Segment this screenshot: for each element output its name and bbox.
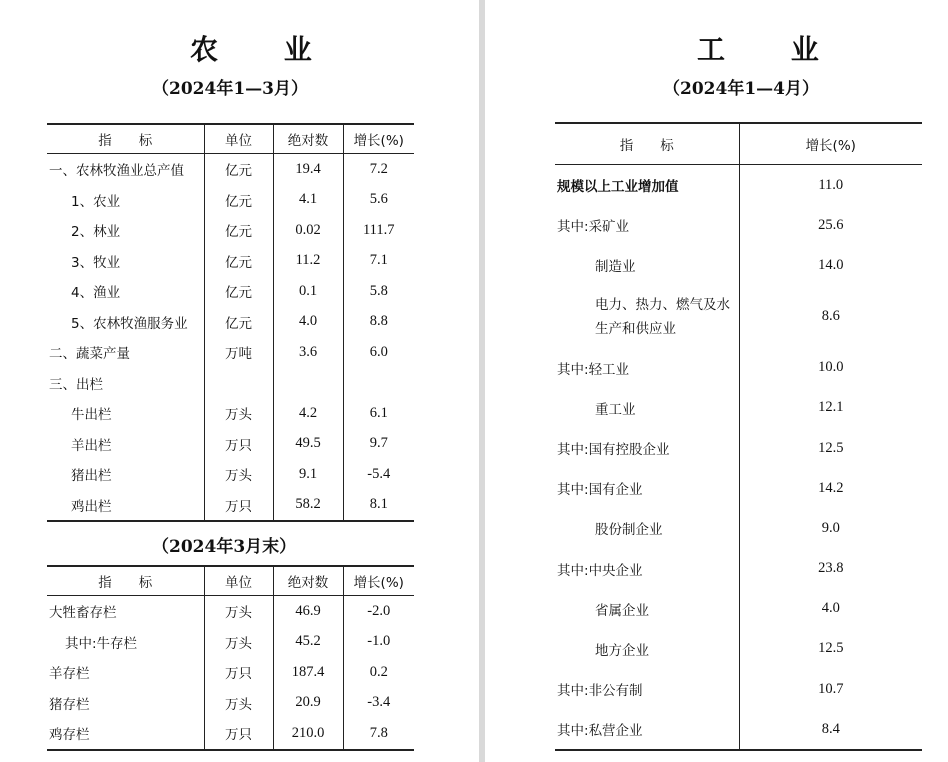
row-name: 羊出栏 <box>71 437 112 454</box>
table-row <box>47 185 414 216</box>
row-growth: 0.2 <box>343 657 414 688</box>
table-header-row <box>47 124 414 154</box>
row-unit: 万只 <box>204 429 273 460</box>
table-header-row <box>47 566 414 596</box>
table-row <box>555 549 922 589</box>
row-value <box>273 368 343 399</box>
row-growth: 12.1 <box>739 388 922 428</box>
header-growth: 增长(%) <box>739 123 922 165</box>
row-unit: 万头 <box>204 688 273 719</box>
table-row <box>47 215 414 246</box>
row-name: 猪出栏 <box>71 468 112 485</box>
row-unit: 亿元 <box>204 307 273 338</box>
row-prefix: 其中: <box>557 442 589 459</box>
row-name: 中央企业 <box>588 562 643 579</box>
agriculture-title: 农 业 <box>190 33 340 66</box>
table-row <box>555 508 922 548</box>
row-unit <box>204 368 273 399</box>
row-growth: 4.0 <box>739 589 922 629</box>
row-growth: -1.0 <box>343 627 414 658</box>
row-unit: 亿元 <box>204 215 273 246</box>
table-row <box>47 398 414 429</box>
row-unit: 万头 <box>204 596 273 627</box>
table-row <box>555 205 922 245</box>
row-prefix: 其中: <box>557 219 589 236</box>
table-row <box>47 718 414 750</box>
table-row <box>47 368 414 399</box>
row-value: 210.0 <box>273 718 343 750</box>
row-name: 股份制企业 <box>595 522 663 539</box>
row-growth: 7.2 <box>343 154 414 185</box>
row-unit: 万只 <box>204 657 273 688</box>
row-name: 2、林业 <box>71 224 121 241</box>
table-row <box>555 165 922 206</box>
row-unit: 亿元 <box>204 276 273 307</box>
row-name: 国有企业 <box>588 482 643 499</box>
livestock-table <box>47 565 414 751</box>
row-unit: 万头 <box>204 627 273 658</box>
row-name: 私营企业 <box>588 723 643 740</box>
row-name: 规模以上工业增加值 <box>557 179 679 196</box>
row-name: 制造业 <box>595 259 636 276</box>
table-row <box>555 428 922 468</box>
agriculture-period-2: （2024年3月末） <box>152 537 297 557</box>
row-growth: 8.4 <box>739 709 922 750</box>
row-value: 20.9 <box>273 688 343 719</box>
row-growth: 11.0 <box>739 165 922 206</box>
industry-period: （2024年1—4月） <box>663 79 819 99</box>
row-growth: 7.8 <box>343 718 414 750</box>
table-row <box>555 468 922 508</box>
row-growth: 8.1 <box>343 490 414 522</box>
row-growth: 8.6 <box>739 286 922 348</box>
row-value: 11.2 <box>273 246 343 277</box>
row-growth: 12.5 <box>739 428 922 468</box>
row-name-line2: 生产和供应业 <box>595 320 676 337</box>
row-growth: 12.5 <box>739 629 922 669</box>
row-name: 鸡存栏 <box>47 718 204 750</box>
header-unit: 单位 <box>204 566 273 596</box>
header-indicator: 指 标 <box>555 123 739 165</box>
row-growth: 10.7 <box>739 669 922 709</box>
table-row <box>47 307 414 338</box>
table-row <box>555 629 922 669</box>
row-prefix: 其中: <box>557 562 589 579</box>
row-unit: 亿元 <box>204 185 273 216</box>
row-value: 0.1 <box>273 276 343 307</box>
table-row <box>47 429 414 460</box>
row-name: 羊存栏 <box>49 666 90 683</box>
row-value: 19.4 <box>273 154 343 185</box>
row-growth: 25.6 <box>739 205 922 245</box>
row-growth: -5.4 <box>343 459 414 490</box>
row-growth: -3.4 <box>343 688 414 719</box>
row-prefix: 其中: <box>557 361 589 378</box>
row-name: 4、渔业 <box>71 285 121 302</box>
row-name: 三、出栏 <box>49 376 103 393</box>
industry-table <box>555 122 922 751</box>
row-unit: 万头 <box>204 398 273 429</box>
header-indicator: 指 标 <box>47 566 204 596</box>
table-row <box>47 688 414 719</box>
row-growth: 10.0 <box>739 348 922 388</box>
row-name: 一、农林牧渔业总产值 <box>49 163 184 180</box>
header-absolute: 绝对数 <box>273 124 343 154</box>
table-row <box>47 246 414 277</box>
row-name: 5、农林牧渔服务业 <box>71 315 188 332</box>
row-name: 二、蔬菜产量 <box>49 346 130 363</box>
table-row <box>47 459 414 490</box>
header-unit: 单位 <box>204 124 273 154</box>
row-growth: 7.1 <box>343 246 414 277</box>
table-row <box>47 627 414 658</box>
table-row <box>47 276 414 307</box>
row-name: 1、农业 <box>71 193 121 210</box>
row-growth: 8.8 <box>343 307 414 338</box>
row-growth: 6.1 <box>343 398 414 429</box>
industry-title: 工 业 <box>697 33 847 66</box>
row-value: 58.2 <box>273 490 343 522</box>
row-growth: 5.8 <box>343 276 414 307</box>
row-unit: 亿元 <box>204 246 273 277</box>
table-row <box>555 669 922 709</box>
row-name: 省属企业 <box>595 602 649 619</box>
row-value: 4.2 <box>273 398 343 429</box>
table-row <box>555 348 922 388</box>
header-absolute: 绝对数 <box>273 566 343 596</box>
row-value: 4.0 <box>273 307 343 338</box>
industry-page <box>485 0 948 762</box>
table-row <box>47 337 414 368</box>
row-growth: 5.6 <box>343 185 414 216</box>
table-row <box>47 490 414 522</box>
row-growth <box>343 368 414 399</box>
row-value: 45.2 <box>273 627 343 658</box>
row-name: 国有控股企业 <box>588 442 670 459</box>
row-unit: 万头 <box>204 459 273 490</box>
row-growth: 9.7 <box>343 429 414 460</box>
row-growth: 6.0 <box>343 337 414 368</box>
row-growth: 14.2 <box>739 468 922 508</box>
row-name: 电力、热力、燃气及水 <box>595 296 730 313</box>
row-name: 采矿业 <box>588 219 630 236</box>
table-row <box>47 154 414 185</box>
row-prefix: 其中: <box>557 482 589 499</box>
row-name: 重工业 <box>595 401 636 418</box>
row-name: 猪存栏 <box>49 696 90 713</box>
row-growth: 23.8 <box>739 549 922 589</box>
row-growth: -2.0 <box>343 596 414 627</box>
table-row <box>47 657 414 688</box>
row-value: 4.1 <box>273 185 343 216</box>
row-name: 其中:牛存栏 <box>65 635 138 652</box>
row-unit: 亿元 <box>204 154 273 185</box>
row-value: 49.5 <box>273 429 343 460</box>
row-name: 大牲畜存栏 <box>49 605 117 622</box>
table-row <box>555 245 922 285</box>
row-name: 地方企业 <box>595 642 649 659</box>
agriculture-period: （2024年1—3月） <box>152 79 308 99</box>
row-value: 0.02 <box>273 215 343 246</box>
row-unit: 万吨 <box>204 337 273 368</box>
header-growth: 增长(%) <box>343 566 414 596</box>
header-indicator: 指 标 <box>47 124 204 154</box>
row-prefix: 其中: <box>557 683 589 700</box>
table-row <box>555 709 922 750</box>
table-row <box>47 596 414 627</box>
row-value: 3.6 <box>273 337 343 368</box>
row-unit: 万只 <box>204 490 273 522</box>
row-growth: 14.0 <box>739 245 922 285</box>
table-row <box>555 589 922 629</box>
row-name: 3、牧业 <box>71 254 121 271</box>
row-name: 牛出栏 <box>71 407 112 424</box>
row-name: 轻工业 <box>588 361 630 378</box>
table-row <box>555 388 922 428</box>
row-value: 187.4 <box>273 657 343 688</box>
table-header-row <box>555 123 922 165</box>
row-growth: 111.7 <box>343 215 414 246</box>
agriculture-table <box>47 123 414 522</box>
row-prefix: 其中: <box>557 723 589 740</box>
header-growth: 增长(%) <box>343 124 414 154</box>
row-name: 鸡出栏 <box>47 490 204 522</box>
row-value: 46.9 <box>273 596 343 627</box>
table-row <box>555 286 922 348</box>
row-value: 9.1 <box>273 459 343 490</box>
row-growth: 9.0 <box>739 508 922 548</box>
row-unit: 万只 <box>204 718 273 750</box>
row-name: 非公有制 <box>588 683 643 700</box>
